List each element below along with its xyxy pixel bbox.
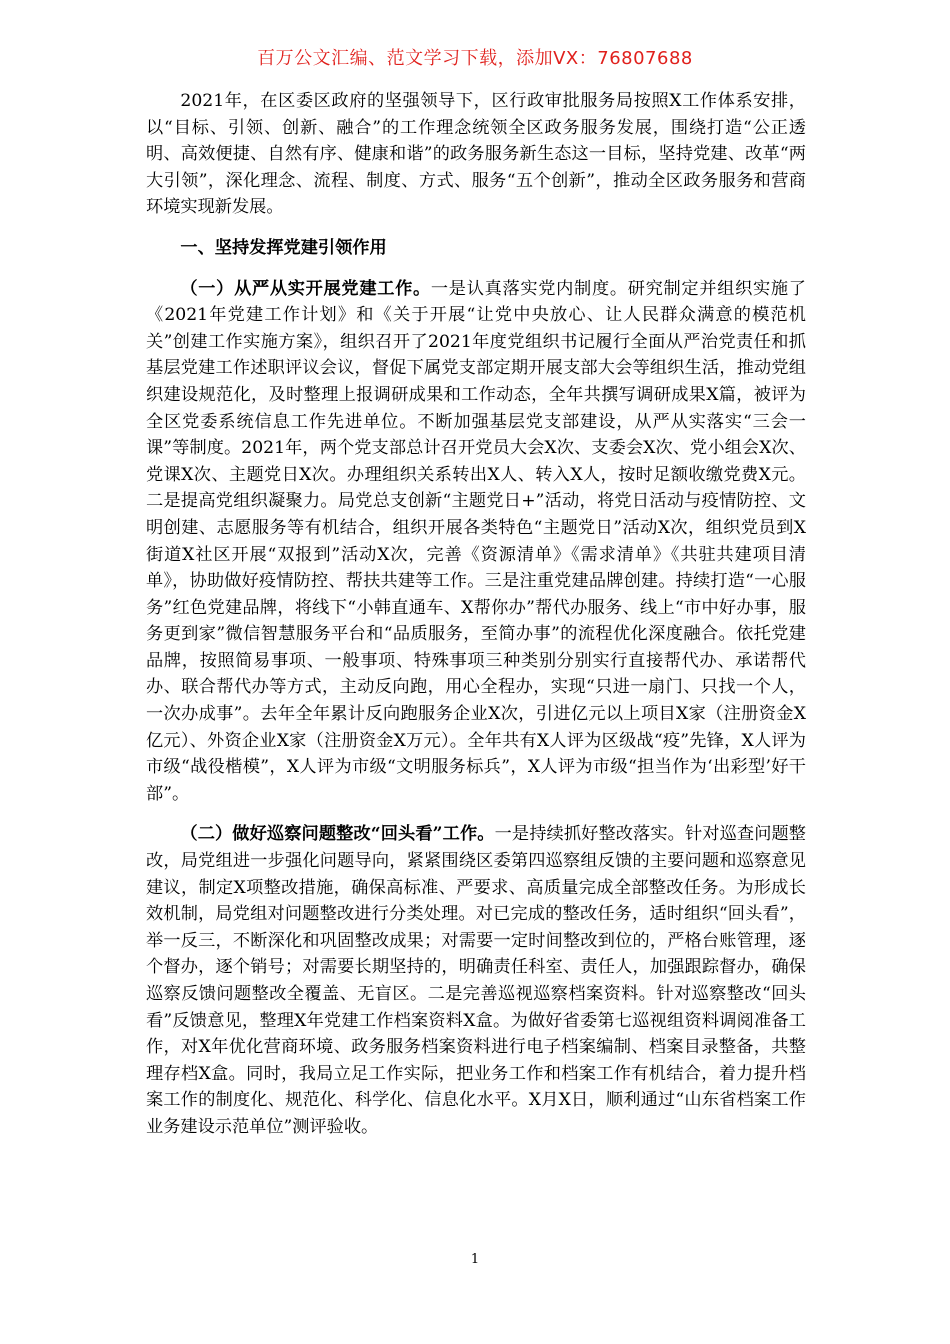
page-number: 1: [470, 1252, 480, 1267]
paragraph-lead: （一）从严从实开展党建工作。: [180, 278, 431, 299]
paragraph-body: 一是认真落实党内制度。研究制定并组织实施了《2021年党建工作计划》和《关于开展“让党中央放心、让人民群众满意的模范机关”创建工作实施方案》，组织召开了2021年度党组织书记履行全面从严治党责任和抓基层党建工作述职评议会议，督促下属党支部定期开展支部大会等组织生活，推动党组织建设规范化，及时整理上报调研成果和工作动态，全年共撰写调研成果X篇，被评为全区党委系统信息工作先进单位。不断加强基层党支部建设，从严从实落实“三会一课”等制度。2021年，两个党支部总计召开党员大会X次、支委会X次、党小组会X次、党课X次、主题党日X次。办理组织关系转出X人、转入X人，按时足额收缴党费X元。二是提高党组织凝聚力。局党总支创新“主题党日+”活动，将党日活动与疫情防控、文明创建、志愿服务等有机结合，组织开展各类特色“主题党日”活动X次，组织党员到X街道X社区开展“双报到”活动X次，完善《资源清单》《需求清单》《共驻共建项目清单》，协助做好疫情防控、帮扶共建等工作。三是注重党建品牌创建。持续打造“一心服务”红色党建品牌，将线下“小韩直通车、X帮你办”帮代办服务、线上“市中好办事，服务更到家”微信智慧服务平台和“品质服务，至简办事”的流程优化深度融合。依托党建品牌，按照简易事项、一般事项、特殊事项三种类别分别实行直接帮代办、承诺帮代办、联合帮代办等方式，主动反向跑，用心全程办，实现“只进一扇门、只找一个人，一次办成事”。去年全年累计反向跑服务企业X次，引进亿元以上项目X家（注册资金X亿元）、外资企业X家（注册资金X万元）。全年共有X人评为区级战“疫”先锋，X人评为市级“战役楷模”，X人评为市级“文明服务标兵”，X人评为市级“担当作为‘出彩型’好干部”。: [146, 278, 806, 804]
section-heading: 一、坚持发挥党建引领作用: [180, 237, 387, 258]
header-banner: 百万公文汇编、范文学习下载，添加VX：76807688: [257, 48, 693, 69]
document-body: [146, 88, 806, 1141]
paragraph-inspection: [146, 821, 806, 1140]
paragraph-body: 一是持续抓好整改落实。针对巡查问题整改，局党组进一步强化问题导向，紧紧围绕区委第四巡察组反馈的主要问题和巡察意见建议，制定X项整改措施，确保高标准、严要求、高质量完成全部整改任务。为形成长效机制，局党组对问题整改进行分类处理。对已完成的整改任务，适时组织“回头看”，举一反三，不断深化和巩固整改成果；对需要一定时间整改到位的，严格台账管理，逐个督办，逐个销号；对需要长期坚持的，明确责任科室、责任人，加强跟踪督办，确保巡察反馈问题整改全覆盖、无盲区。二是完善巡视巡察档案资料。针对巡察整改“回头看”反馈意见，整理X年党建工作档案资料X盒。为做好省委第七巡视组资料调阅准备工作，对X年优化营商环境、政务服务档案资料进行电子档案编制、档案目录整备，共整理存档X盒。同时，我局立足工作实际，把业务工作和档案工作有机结合，着力提升档案工作的制度化、规范化、科学化、信息化水平。X月X日，顺利通过“山东省档案工作业务建设示范单位”测评验收。: [146, 824, 806, 1137]
paragraph-lead: （二）做好巡察问题整改“回头看”工作。: [180, 824, 495, 845]
intro-paragraph: 2021年，在区委区政府的坚强领导下，区行政审批服务局按照X工作体系安排，以“目标、引领、创新、融合”的工作理念统领全区政务服务发展，围绕打造“公正透明、高效便捷、自然有序、健康和谐”的政务服务新生态这一目标，坚持党建、改革“两大引领”，深化理念、流程、制度、方式、服务“五个创新”，推动全区政务服务和营商环境实现新发展。: [146, 91, 806, 218]
paragraph-party-building: [146, 276, 806, 808]
